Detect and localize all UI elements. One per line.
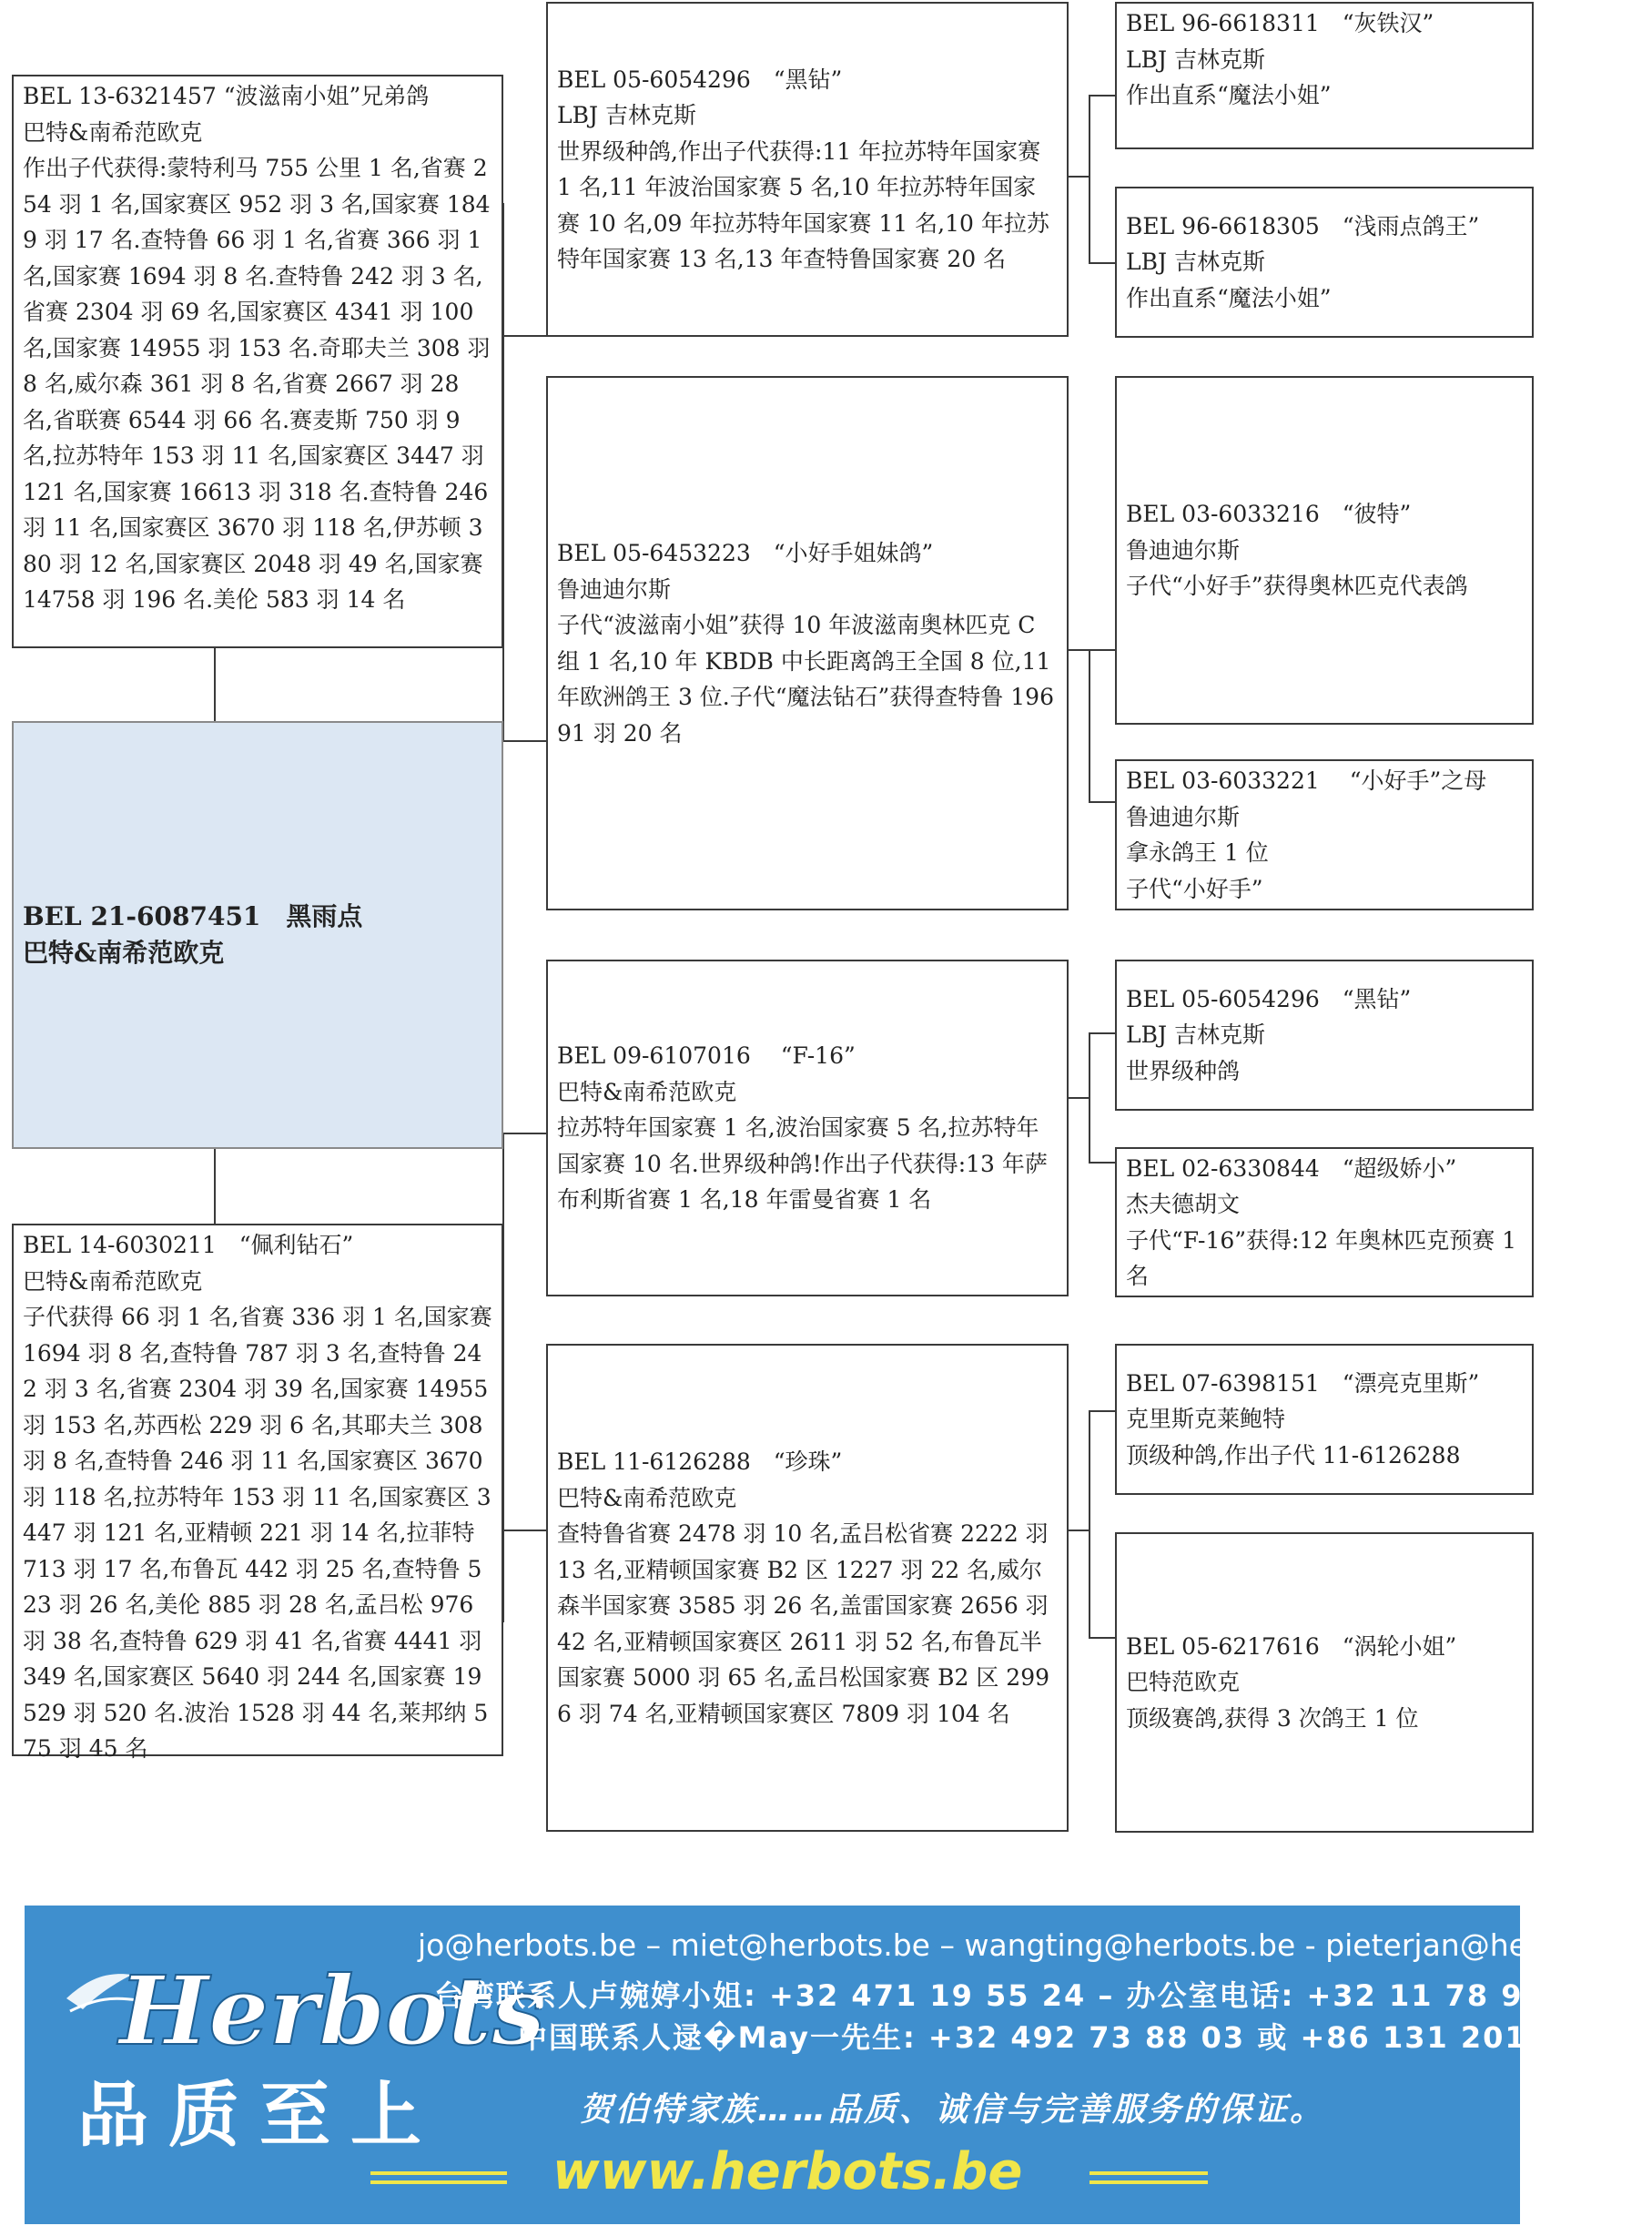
breeder: 巴特范欧克 [1126, 1669, 1241, 1696]
breeder: 巴特&南希范欧克 [23, 118, 203, 146]
connector [502, 740, 548, 742]
china-contact: 中国联系人逯�May一先生: +32 492 73 88 03 或 +86 131 2015 0755 [518, 2020, 1650, 2055]
connector [1089, 262, 1116, 264]
ring-name: BEL 11-6126288 “珍珠” [557, 1448, 843, 1475]
ff-card [546, 2, 1069, 337]
slogan: 贺伯特家族……品质、诚信与完善服务的保证。 [580, 2091, 1326, 2129]
details: 拉苏特年国家赛 1 名,波治国家赛 5 名,拉苏特年国家赛 10 名.世界级种鸽!作出子代获得:13 年萨布利斯省赛 1 名,18 年雷曼省赛 1 名 [557, 1114, 1048, 1214]
mmf-card [1115, 1344, 1534, 1495]
connector [214, 646, 216, 721]
connector [1089, 801, 1116, 803]
ring-name: BEL 21-6087451 黑雨点 [23, 901, 363, 931]
brand-text: Herbots [119, 1955, 545, 2067]
ring-name: BEL 05-6453223 “小好手姐妹鸽” [557, 540, 934, 566]
ring-name: BEL 02-6330844 “超级娇小” [1126, 1154, 1457, 1182]
ring-name: BEL 09-6107016 “F-16” [557, 1042, 856, 1070]
ring-name: BEL 96-6618305 “浅雨点鸽王” [1126, 212, 1480, 239]
ring-name: BEL 14-6030211 “佩利钻石” [23, 1232, 354, 1258]
decorative-line [370, 2171, 507, 2175]
ffm-card [1115, 187, 1534, 338]
details: 作出子代获得:蒙特利马 755 公里 1 名,省赛 254 羽 1 名,国家赛区 952 羽 3 名,国家赛 1849 羽 17 名.查特鲁 66 羽 1 名,省赛 366 羽 1 名,国家赛 1694 羽 8 名.查特鲁 242 羽 3 名,省赛 2304 羽 69 名,国家赛区 4341 羽 100 名,国家赛 14955 羽 153 名.奇耶夫兰 308 羽 8 名,威尔森 361 羽 8 名,省赛 2667 羽 28 名,省联赛 6544 羽 66 名.赛麦斯 750 羽 9 名,拉苏特年 153 羽 11 名,国家赛区 3447 羽 121 名,国家赛 16613 羽 318 名.查特鲁 246 羽 11 名,国家赛区 3670 羽 118 名,伊苏顿 380 羽 12 名,国家赛区 2048 羽 49 名,国家赛 14758 羽 196 名.美伦 583 羽 14 名 [23, 155, 491, 613]
connector [502, 335, 548, 337]
breeder: LBJ 吉林克斯 [1126, 1021, 1265, 1049]
decorative-line [370, 2180, 507, 2184]
breeder: LBJ 吉林克斯 [1126, 46, 1265, 73]
details: 子代“F-16”获得:12 年奥林匹克预赛 1 名 [1126, 1226, 1517, 1289]
fff-card [1115, 2, 1534, 149]
breeder: 巴特&南希范欧克 [557, 1078, 737, 1105]
connector [1089, 1032, 1116, 1034]
breeder: 巴特&南希范欧克 [23, 1267, 203, 1295]
ring-name: BEL 13-6321457 “波滋南小姐”兄弟鸽 [23, 83, 430, 109]
ring-name: BEL 96-6618311 “灰铁汉” [1126, 10, 1434, 36]
fmm-card [1115, 759, 1534, 910]
details: 世界级种鸽,作出子代获得:11 年拉苏特年国家赛 1 名,11 年波治国家赛 5 名,10 年拉苏特年国家赛 10 名,09 年拉苏特年国家赛 11 名,10 年拉苏特年国家赛 13 名,13 年查特鲁国家赛 20 名 [557, 137, 1049, 272]
connector [1089, 1637, 1116, 1639]
decorative-line [1090, 2171, 1208, 2175]
email-list[interactable]: jo@herbots.be – miet@herbots.be – wangting@herbots.be - pieterjan@herbots.be [418, 1927, 1652, 1963]
mf-card [546, 960, 1069, 1296]
connector [1089, 1162, 1116, 1164]
details: 子代“波滋南小姐”获得 10 年波滋南奥林匹克 C 组 1 名,10 年 KBDB 中长距离鸽王全国 8 位,11 年欧洲鸽王 3 位.子代“魔法钻石”获得查特鲁 19691 羽 20 名 [557, 612, 1054, 747]
connector [1089, 649, 1090, 803]
details: 查特鲁省赛 2478 羽 10 名,孟吕松省赛 2222 羽 13 名,亚精顿国家赛 B2 区 1227 羽 22 名,威尔森半国家赛 3585 羽 26 名,盖雷国家赛 2656 羽 42 名,亚精顿国家赛区 2611 羽 52 名,布鲁瓦半国家赛 5000 羽 65 名,孟吕松国家赛 B2 区 2996 羽 74 名,亚精顿国家赛区 7809 羽 104 名 [557, 1520, 1050, 1727]
connector [1089, 1410, 1116, 1412]
fmf-card [1115, 376, 1534, 725]
ring-name: BEL 05-6054296 “黑钻” [1126, 985, 1412, 1012]
taiwan-contact: 台湾联系人卢婉婷小姐: +32 471 19 55 24 – 办公室电话: +32 11 78 91 90 [434, 1978, 1602, 2013]
father-card [12, 75, 503, 648]
main-bird-card [12, 721, 503, 1149]
breeder: 鲁迪迪尔斯 [1126, 536, 1241, 564]
breeder: 巴特&南希范欧克 [23, 938, 225, 968]
details: 拿永鸽王 1 位 [1126, 839, 1269, 866]
connector [1089, 95, 1090, 264]
website-link[interactable]: www.herbots.be [552, 2142, 1023, 2201]
connector [1089, 1410, 1090, 1639]
ring-name: BEL 03-6033221 “小好手”之母 [1126, 767, 1487, 794]
connector [214, 1149, 216, 1224]
ring-name: BEL 07-6398151 “漂亮克里斯” [1126, 1369, 1480, 1397]
details: 子代获得 66 羽 1 名,省赛 336 羽 1 名,国家赛 1694 羽 8 名,查特鲁 787 羽 3 名,查特鲁 242 羽 3 名,省赛 2304 羽 39 名,国家赛 14955 羽 153 名,苏西松 229 羽 6 名,其耶夫兰 308 羽 8 名,查特鲁 246 羽 11 名,国家赛区 3670 羽 118 名,拉苏特年 153 羽 11 名,国家赛区 3447 羽 121 名,亚精顿 221 羽 14 名,拉菲特 713 羽 17 名,布鲁瓦 442 羽 25 名,查特鲁 523 羽 26 名,美伦 885 羽 28 名,孟吕松 976 羽 38 名,查特鲁 629 羽 41 名,省赛 4441 羽 349 名,国家赛区 5640 羽 244 名,国家赛 19529 羽 520 名.波治 1528 羽 44 名,莱邦纳 575 羽 45 名 [23, 1304, 492, 1762]
details: 顶级种鸽,作出子代 11-6126288 [1126, 1441, 1461, 1469]
connector [1089, 95, 1116, 97]
mm-card [546, 1344, 1069, 1832]
details: 作出直系“魔法小姐” [1126, 284, 1332, 311]
ring-name: BEL 03-6033216 “彼特” [1126, 501, 1412, 528]
breeder: 杰夫德胡文 [1126, 1191, 1241, 1217]
ring-name: BEL 05-6054296 “黑钻” [557, 66, 843, 93]
breeder: 克里斯克莱鲍特 [1126, 1406, 1286, 1433]
connector [1067, 1530, 1090, 1531]
connector [1067, 649, 1116, 651]
connector [502, 1133, 548, 1134]
mother-card [12, 1224, 503, 1762]
ring-name: BEL 05-6217616 “涡轮小姐” [1126, 1632, 1457, 1660]
details: 顶级赛鸽,获得 3 次鸽王 1 位 [1126, 1704, 1419, 1732]
mff-card [1115, 960, 1534, 1111]
breeder: 鲁迪迪尔斯 [1126, 803, 1241, 830]
connector [1067, 176, 1090, 178]
details: 子代“小好手”获得奥林匹克代表鸽 [1126, 573, 1468, 600]
breeder: 巴特&南希范欧克 [557, 1484, 737, 1511]
breeder: LBJ 吉林克斯 [557, 102, 696, 128]
breeder: LBJ 吉林克斯 [1126, 249, 1265, 276]
tagline: 品质至上 [77, 2074, 442, 2157]
decorative-line [1090, 2180, 1208, 2184]
connector [1067, 1097, 1090, 1099]
details: 作出直系“魔法小姐” [1126, 82, 1332, 108]
mfm-card [1115, 1147, 1534, 1297]
breeder: 鲁迪迪尔斯 [557, 575, 672, 603]
footer-banner [25, 1906, 1652, 2224]
fm-card [546, 376, 1069, 910]
mmm-card [1115, 1532, 1534, 1833]
details: 世界级种鸽 [1126, 1057, 1241, 1084]
connector [502, 1530, 548, 1531]
details: 子代“小好手” [1126, 875, 1263, 902]
